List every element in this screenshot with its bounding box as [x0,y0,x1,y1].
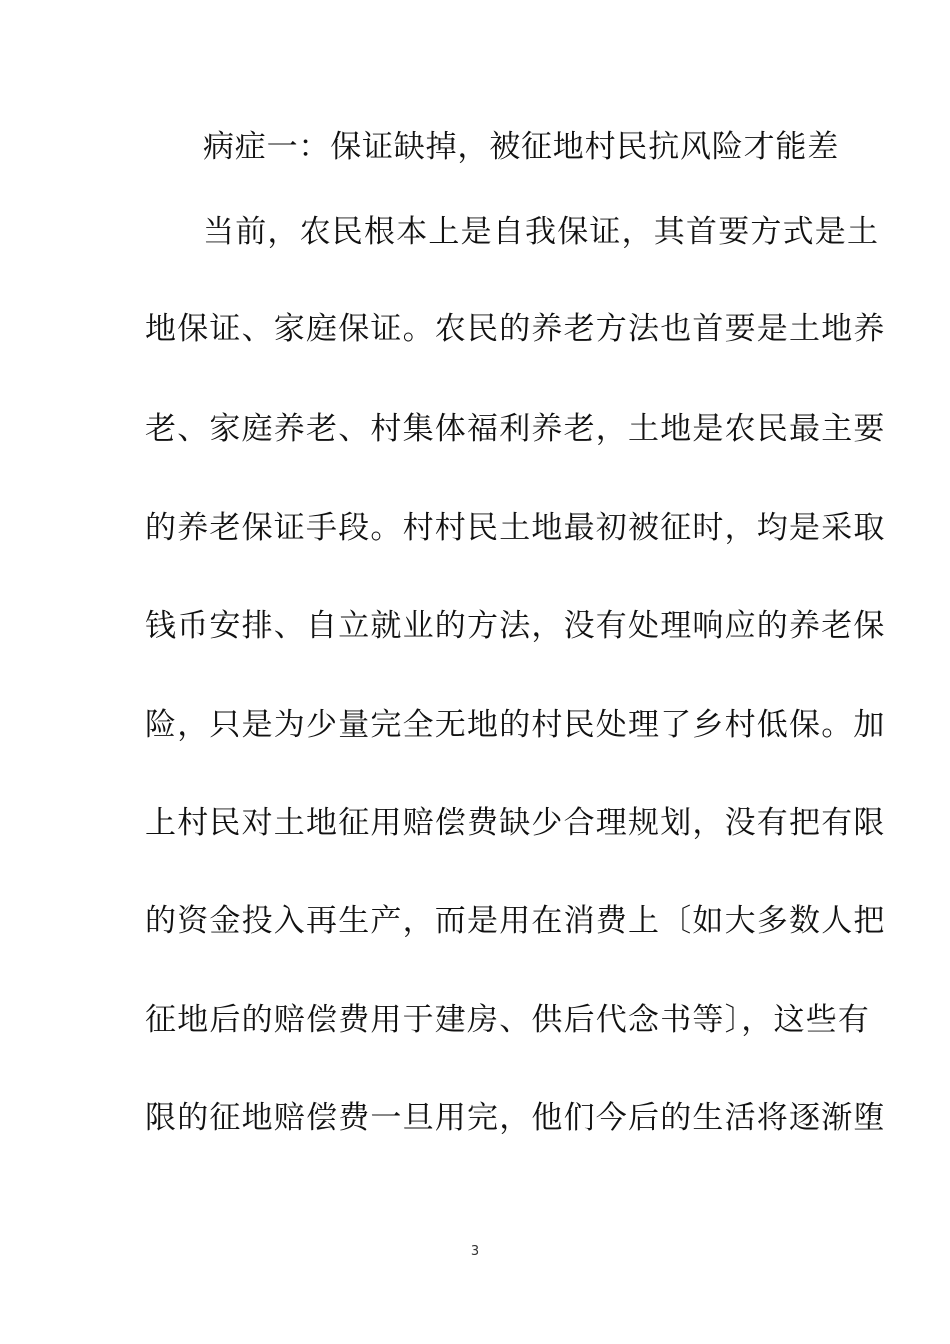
paragraph-line: 的资金投入再生产，而是用在消费上〔如大多数人把 [145,903,886,939]
paragraph-line: 上村民对土地征用赔偿费缺少合理规划，没有把有限 [145,805,886,841]
paragraph-line: 地保证、家庭保证。农民的养老方法也首要是土地养 [145,311,886,347]
page-number: 3 [470,1244,480,1259]
paragraph-line: 老、家庭养老、村集体福利养老，土地是农民最主要 [145,411,886,447]
paragraph-line: 的养老保证手段。村村民土地最初被征时，均是采取 [145,510,886,546]
paragraph-line: 钱币安排、自立就业的方法，没有处理响应的养老保 [145,608,886,644]
paragraph-line: 限的征地赔偿费一旦用完，他们今后的生活将逐渐堕 [145,1100,886,1136]
paragraph-line: 征地后的赔偿费用于建房、供后代念书等〕，这些有 [145,1002,871,1038]
section-heading: 病症一：保证缺掉，被征地村民抗风险才能差 [203,129,839,165]
paragraph-line: 险，只是为少量完全无地的村民处理了乡村低保。加 [145,707,886,743]
paragraph-line: 当前，农民根本上是自我保证，其首要方式是土 [203,214,880,250]
